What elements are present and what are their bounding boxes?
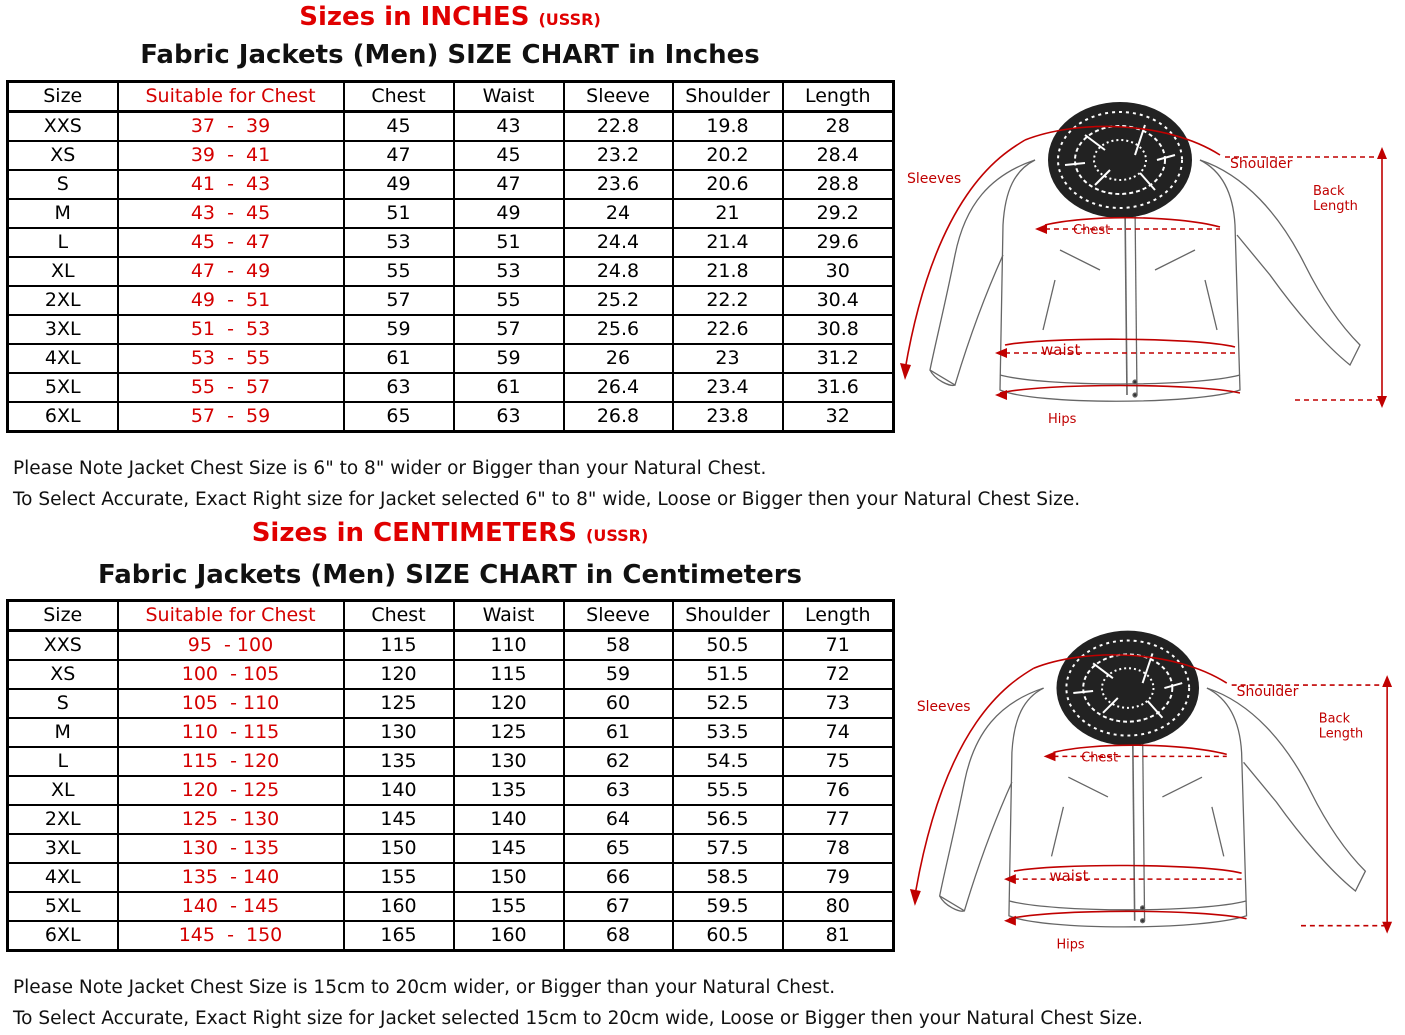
cell-shoulder: 60.5: [673, 921, 783, 951]
table-row: [8, 921, 894, 951]
cell-suitable-chest: 115 - 120: [118, 747, 344, 776]
header-sleeve: Sleeve: [564, 601, 673, 631]
cell-chest: 61: [344, 344, 454, 373]
cell-shoulder: 54.5: [673, 747, 783, 776]
jacket-diagram-inches: [895, 95, 1395, 435]
cell-sleeve: 26.8: [564, 402, 673, 432]
cell-waist: 43: [454, 112, 564, 142]
cell-shoulder: 23.8: [673, 402, 783, 432]
cell-waist: 55: [454, 286, 564, 315]
table-row: [8, 402, 894, 432]
cell-sleeve: 24: [564, 199, 673, 228]
cell-sleeve: 24.8: [564, 257, 673, 286]
cell-size: S: [8, 170, 118, 199]
cell-sleeve: 26: [564, 344, 673, 373]
cell-suitable-chest: 105 - 110: [118, 689, 344, 718]
cell-suitable-chest: 95 - 100: [118, 631, 344, 661]
cm-note-1: Please Note Jacket Chest Size is 15cm to 20cm wider, or Bigger than your Natural Chest.: [13, 977, 836, 998]
cell-shoulder: 56.5: [673, 805, 783, 834]
header-waist: Waist: [454, 601, 564, 631]
cell-length: 32: [783, 402, 894, 432]
cell-suitable-chest: 37 - 39: [118, 112, 344, 142]
cell-waist: 130: [454, 747, 564, 776]
cell-size: 3XL: [8, 834, 118, 863]
cell-chest: 59: [344, 315, 454, 344]
cell-suitable-chest: 51 - 53: [118, 315, 344, 344]
cell-size: 2XL: [8, 286, 118, 315]
cell-length: 31.2: [783, 344, 894, 373]
cell-size: 3XL: [8, 315, 118, 344]
cell-length: 28.8: [783, 170, 894, 199]
cell-shoulder: 20.2: [673, 141, 783, 170]
back-label: Back: [1313, 184, 1345, 199]
cell-suitable-chest: 49 - 51: [118, 286, 344, 315]
cell-sleeve: 25.6: [564, 315, 673, 344]
cell-chest: 145: [344, 805, 454, 834]
chest-label: Chest: [1073, 223, 1111, 238]
table-row: [8, 747, 894, 776]
cell-waist: 57: [454, 315, 564, 344]
cell-waist: 115: [454, 660, 564, 689]
cell-sleeve: 68: [564, 921, 673, 951]
cm-note-2: To Select Accurate, Exact Right size for Jacket selected 15cm to 20cm wide, Loose or Bigger then your Natural Chest Size.: [13, 1008, 1144, 1029]
sleeves-label: Sleeves: [916, 698, 971, 715]
cell-shoulder: 52.5: [673, 689, 783, 718]
cell-shoulder: 23: [673, 344, 783, 373]
shoulder-label: Shoulder: [1236, 683, 1299, 700]
waist-label: waist: [1041, 341, 1081, 359]
cell-length: 79: [783, 863, 894, 892]
header-suitable-chest: Suitable for Chest: [118, 82, 344, 112]
inches-note-1: Please Note Jacket Chest Size is 6" to 8" wider or Bigger than your Natural Chest.: [13, 458, 767, 479]
cell-sleeve: 24.4: [564, 228, 673, 257]
cell-size: L: [8, 228, 118, 257]
cell-size: L: [8, 747, 118, 776]
cell-sleeve: 23.6: [564, 170, 673, 199]
cell-shoulder: 51.5: [673, 660, 783, 689]
cell-length: 73: [783, 689, 894, 718]
inches-size-table: [6, 80, 895, 433]
cell-waist: 120: [454, 689, 564, 718]
cell-length: 72: [783, 660, 894, 689]
cell-size: 5XL: [8, 373, 118, 402]
shoulder-label: Shoulder: [1230, 156, 1293, 172]
inches-note-2: To Select Accurate, Exact Right size for Jacket selected 6" to 8" wide, Loose or Bigger then your Natural Chest Size.: [13, 489, 1081, 510]
table-row: [8, 141, 894, 170]
cell-chest: 63: [344, 373, 454, 402]
cell-size: XS: [8, 660, 118, 689]
table-header-row: [8, 601, 894, 631]
cell-chest: 57: [344, 286, 454, 315]
cell-shoulder: 22.2: [673, 286, 783, 315]
cell-waist: 49: [454, 199, 564, 228]
cell-suitable-chest: 145 - 150: [118, 921, 344, 951]
cell-shoulder: 21.8: [673, 257, 783, 286]
cell-size: XS: [8, 141, 118, 170]
cell-chest: 165: [344, 921, 454, 951]
table-row: [8, 776, 894, 805]
cell-sleeve: 61: [564, 718, 673, 747]
cell-length: 28: [783, 112, 894, 142]
cell-size: XXS: [8, 112, 118, 142]
cm-chart-title: Fabric Jackets (Men) SIZE CHART in Centimeters: [97, 560, 803, 590]
cell-sleeve: 64: [564, 805, 673, 834]
cell-suitable-chest: 100 - 105: [118, 660, 344, 689]
cell-sleeve: 22.8: [564, 112, 673, 142]
cell-size: XXS: [8, 631, 118, 661]
cell-chest: 155: [344, 863, 454, 892]
table-row: [8, 718, 894, 747]
table-header-row: [8, 82, 894, 112]
cell-length: 76: [783, 776, 894, 805]
cell-length: 28.4: [783, 141, 894, 170]
cell-length: 75: [783, 747, 894, 776]
cell-waist: 47: [454, 170, 564, 199]
cell-size: 4XL: [8, 863, 118, 892]
cell-waist: 160: [454, 921, 564, 951]
cell-shoulder: 22.6: [673, 315, 783, 344]
cell-shoulder: 50.5: [673, 631, 783, 661]
back-label: Back: [1318, 711, 1351, 727]
cell-sleeve: 63: [564, 776, 673, 805]
cell-length: 31.6: [783, 373, 894, 402]
header-sleeve: Sleeve: [564, 82, 673, 112]
cell-sleeve: 58: [564, 631, 673, 661]
cell-shoulder: 20.6: [673, 170, 783, 199]
header-chest: Chest: [344, 82, 454, 112]
cell-chest: 120: [344, 660, 454, 689]
cell-chest: 135: [344, 747, 454, 776]
cell-waist: 51: [454, 228, 564, 257]
cell-length: 78: [783, 834, 894, 863]
cell-length: 30.4: [783, 286, 894, 315]
table-row: [8, 892, 894, 921]
cell-sleeve: 66: [564, 863, 673, 892]
cell-chest: 55: [344, 257, 454, 286]
header-size: Size: [8, 601, 118, 631]
cell-chest: 115: [344, 631, 454, 661]
cell-size: 6XL: [8, 402, 118, 432]
fur-collar: [1048, 102, 1192, 218]
cell-chest: 45: [344, 112, 454, 142]
cell-length: 29.6: [783, 228, 894, 257]
cell-chest: 51: [344, 199, 454, 228]
header-size: Size: [8, 82, 118, 112]
cell-waist: 150: [454, 863, 564, 892]
cell-waist: 59: [454, 344, 564, 373]
header-waist: Waist: [454, 82, 564, 112]
cell-suitable-chest: 41 - 43: [118, 170, 344, 199]
cell-waist: 125: [454, 718, 564, 747]
sleeves-label: Sleeves: [907, 171, 962, 187]
cell-suitable-chest: 53 - 55: [118, 344, 344, 373]
cell-suitable-chest: 120 - 125: [118, 776, 344, 805]
cell-length: 29.2: [783, 199, 894, 228]
cell-waist: 145: [454, 834, 564, 863]
table-row: [8, 112, 894, 142]
table-row: [8, 631, 894, 661]
cell-length: 77: [783, 805, 894, 834]
cell-waist: 140: [454, 805, 564, 834]
cell-sleeve: 67: [564, 892, 673, 921]
hips-label: Hips: [1056, 937, 1085, 953]
cell-size: M: [8, 718, 118, 747]
header-shoulder: Shoulder: [673, 601, 783, 631]
cell-sleeve: 23.2: [564, 141, 673, 170]
cell-size: XL: [8, 257, 118, 286]
cell-suitable-chest: 47 - 49: [118, 257, 344, 286]
cell-size: 6XL: [8, 921, 118, 951]
cell-sleeve: 26.4: [564, 373, 673, 402]
table-row: [8, 863, 894, 892]
inches-chart-title: Fabric Jackets (Men) SIZE CHART in Inches: [140, 40, 760, 70]
cell-size: S: [8, 689, 118, 718]
header-shoulder: Shoulder: [673, 82, 783, 112]
cell-suitable-chest: 57 - 59: [118, 402, 344, 432]
cell-waist: 110: [454, 631, 564, 661]
header-suitable-chest: Suitable for Chest: [118, 601, 344, 631]
cell-shoulder: 53.5: [673, 718, 783, 747]
chest-label: Chest: [1081, 750, 1119, 766]
cell-shoulder: 58.5: [673, 863, 783, 892]
table-row: [8, 286, 894, 315]
table-row: [8, 315, 894, 344]
cell-shoulder: 55.5: [673, 776, 783, 805]
jacket-diagram-cm: [905, 622, 1400, 962]
cell-size: 5XL: [8, 892, 118, 921]
cell-suitable-chest: 130 - 135: [118, 834, 344, 863]
length-label: Length: [1318, 726, 1364, 742]
hips-label: Hips: [1048, 412, 1077, 427]
cell-length: 80: [783, 892, 894, 921]
cell-size: 4XL: [8, 344, 118, 373]
cell-shoulder: 59.5: [673, 892, 783, 921]
cell-waist: 155: [454, 892, 564, 921]
table-row: [8, 689, 894, 718]
cell-suitable-chest: 43 - 45: [118, 199, 344, 228]
cell-size: M: [8, 199, 118, 228]
header-chest: Chest: [344, 601, 454, 631]
cell-sleeve: 62: [564, 747, 673, 776]
cell-waist: 135: [454, 776, 564, 805]
table-row: [8, 660, 894, 689]
cell-suitable-chest: 55 - 57: [118, 373, 344, 402]
cell-waist: 63: [454, 402, 564, 432]
cm-size-table: [6, 599, 895, 952]
cell-shoulder: 23.4: [673, 373, 783, 402]
cell-length: 81: [783, 921, 894, 951]
cell-suitable-chest: 110 - 115: [118, 718, 344, 747]
cell-sleeve: 25.2: [564, 286, 673, 315]
cell-waist: 53: [454, 257, 564, 286]
cell-sleeve: 65: [564, 834, 673, 863]
cell-length: 30: [783, 257, 894, 286]
length-label: Length: [1313, 199, 1358, 214]
cell-size: XL: [8, 776, 118, 805]
table-row: [8, 834, 894, 863]
cell-length: 71: [783, 631, 894, 661]
cell-shoulder: 21.4: [673, 228, 783, 257]
cell-chest: 47: [344, 141, 454, 170]
cell-chest: 53: [344, 228, 454, 257]
waist-label: waist: [1049, 867, 1089, 886]
inches-heading: Sizes in INCHES (USSR): [299, 2, 601, 32]
table-row: [8, 257, 894, 286]
cell-chest: 65: [344, 402, 454, 432]
cell-chest: 130: [344, 718, 454, 747]
cell-chest: 140: [344, 776, 454, 805]
cell-chest: 49: [344, 170, 454, 199]
table-row: [8, 805, 894, 834]
cell-shoulder: 19.8: [673, 112, 783, 142]
table-row: [8, 228, 894, 257]
cell-chest: 150: [344, 834, 454, 863]
cm-heading: Sizes in CENTIMETERS (USSR): [251, 518, 649, 548]
table-row: [8, 170, 894, 199]
cell-suitable-chest: 135 - 140: [118, 863, 344, 892]
table-row: [8, 199, 894, 228]
header-length: Length: [783, 601, 894, 631]
header-length: Length: [783, 82, 894, 112]
cell-shoulder: 21: [673, 199, 783, 228]
cell-suitable-chest: 45 - 47: [118, 228, 344, 257]
cell-chest: 160: [344, 892, 454, 921]
cell-sleeve: 59: [564, 660, 673, 689]
cell-size: 2XL: [8, 805, 118, 834]
cell-sleeve: 60: [564, 689, 673, 718]
cell-suitable-chest: 39 - 41: [118, 141, 344, 170]
fur-collar: [1056, 631, 1199, 746]
cell-suitable-chest: 125 - 130: [118, 805, 344, 834]
cell-length: 30.8: [783, 315, 894, 344]
cell-shoulder: 57.5: [673, 834, 783, 863]
table-row: [8, 344, 894, 373]
cell-length: 74: [783, 718, 894, 747]
cell-waist: 61: [454, 373, 564, 402]
cell-waist: 45: [454, 141, 564, 170]
table-row: [8, 373, 894, 402]
cell-suitable-chest: 140 - 145: [118, 892, 344, 921]
cell-chest: 125: [344, 689, 454, 718]
